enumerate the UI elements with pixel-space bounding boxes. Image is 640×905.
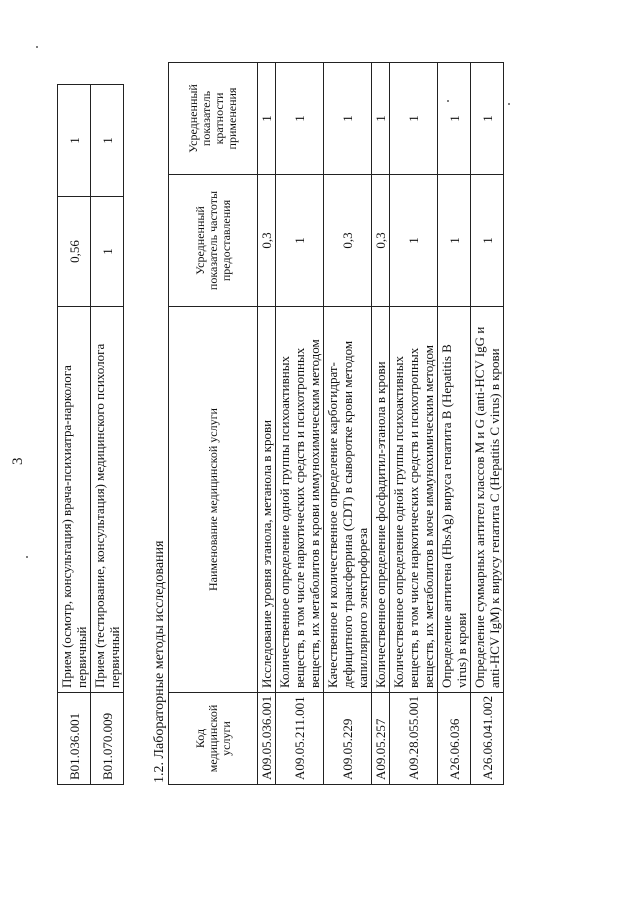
cell-code: A09.05.257 [372, 693, 390, 785]
cell-freq: 1 [471, 175, 504, 307]
header-freq: Усредненный показатель частоты предоставления [169, 175, 258, 307]
cell-mult: 1 [58, 85, 91, 197]
cell-name: Количественное определение фосфадитил-этанола в крови [372, 307, 390, 693]
cell-name: Количественное определение одной группы психоактивных веществ, в том числе наркотических средств и психотропных веществ, их метаболитов в моче иммунохимическим методом [390, 307, 438, 693]
cell-code: A09.05.211.001 [276, 693, 324, 785]
lab-table [168, 62, 504, 785]
table-row [372, 63, 390, 785]
section-title: 1.2. Лабораторные методы исследования [152, 540, 167, 783]
cell-code: A26.06.041.002 [471, 693, 504, 785]
header-mult: Усредненный показатель кратности применения [169, 63, 258, 175]
cell-name: Определение антигена (HbsAg) вируса гепатита B (Hepatitis B virus) в крови [438, 307, 471, 693]
cell-code: A09.05.229 [324, 693, 372, 785]
cell-mult: 1 [438, 63, 471, 175]
cell-mult: 1 [372, 63, 390, 175]
cell-name: Определение суммарных антител классов M и G (anti-HCV IgG и anti-HCV IgM) к вирусу гепатита C (Hepatitis C virus) в крови [471, 307, 504, 693]
cell-freq: 0,56 [58, 197, 91, 307]
table-row [91, 85, 124, 785]
page-number: 3 [10, 457, 26, 465]
header-name: Наименование медицинской услуги [169, 307, 258, 693]
table-row [438, 63, 471, 785]
cell-name: Прием (осмотр, консультация) врача-психиатра-нарколога первичный [58, 307, 91, 693]
table-row [471, 63, 504, 785]
cell-name: Исследование уровня этанола, метанола в крови [258, 307, 276, 693]
cell-code: A09.28.055.001 [390, 693, 438, 785]
cell-freq: 1 [91, 197, 124, 307]
cell-freq: 1 [438, 175, 471, 307]
cell-mult: 1 [471, 63, 504, 175]
cell-name: Прием (тестирование, консультация) медицинского психолога первичный [91, 307, 124, 693]
cell-code: A26.06.036 [438, 693, 471, 785]
cell-freq: 1 [276, 175, 324, 307]
table-row [258, 63, 276, 785]
cell-mult: 1 [324, 63, 372, 175]
table-row [276, 63, 324, 785]
table-row [58, 85, 91, 785]
cell-mult: 1 [258, 63, 276, 175]
cell-freq: 1 [390, 175, 438, 307]
table-row [324, 63, 372, 785]
cell-mult: 1 [390, 63, 438, 175]
top-table [57, 84, 124, 785]
table-header-row [169, 63, 258, 785]
cell-mult: 1 [91, 85, 124, 197]
cell-name: Количественное определение одной группы психоактивных веществ, в том числе наркотических средств и психотропных веществ, их метаболитов в крови иммунохимическим методом [276, 307, 324, 693]
cell-code: B01.036.001 [58, 693, 91, 785]
cell-freq: 0,3 [258, 175, 276, 307]
header-code: Код медицинской услуги [169, 693, 258, 785]
cell-freq: 0,3 [372, 175, 390, 307]
cell-code: A09.05.036.001 [258, 693, 276, 785]
cell-freq: 0,3 [324, 175, 372, 307]
cell-name: Качественное и количественное определение карбогидрат-дефицитного трансферрина (CDT) в сыворотке крови методом капиллярного электрофореза [324, 307, 372, 693]
cell-mult: 1 [276, 63, 324, 175]
cell-code: B01.070.009 [91, 693, 124, 785]
table-row [390, 63, 438, 785]
